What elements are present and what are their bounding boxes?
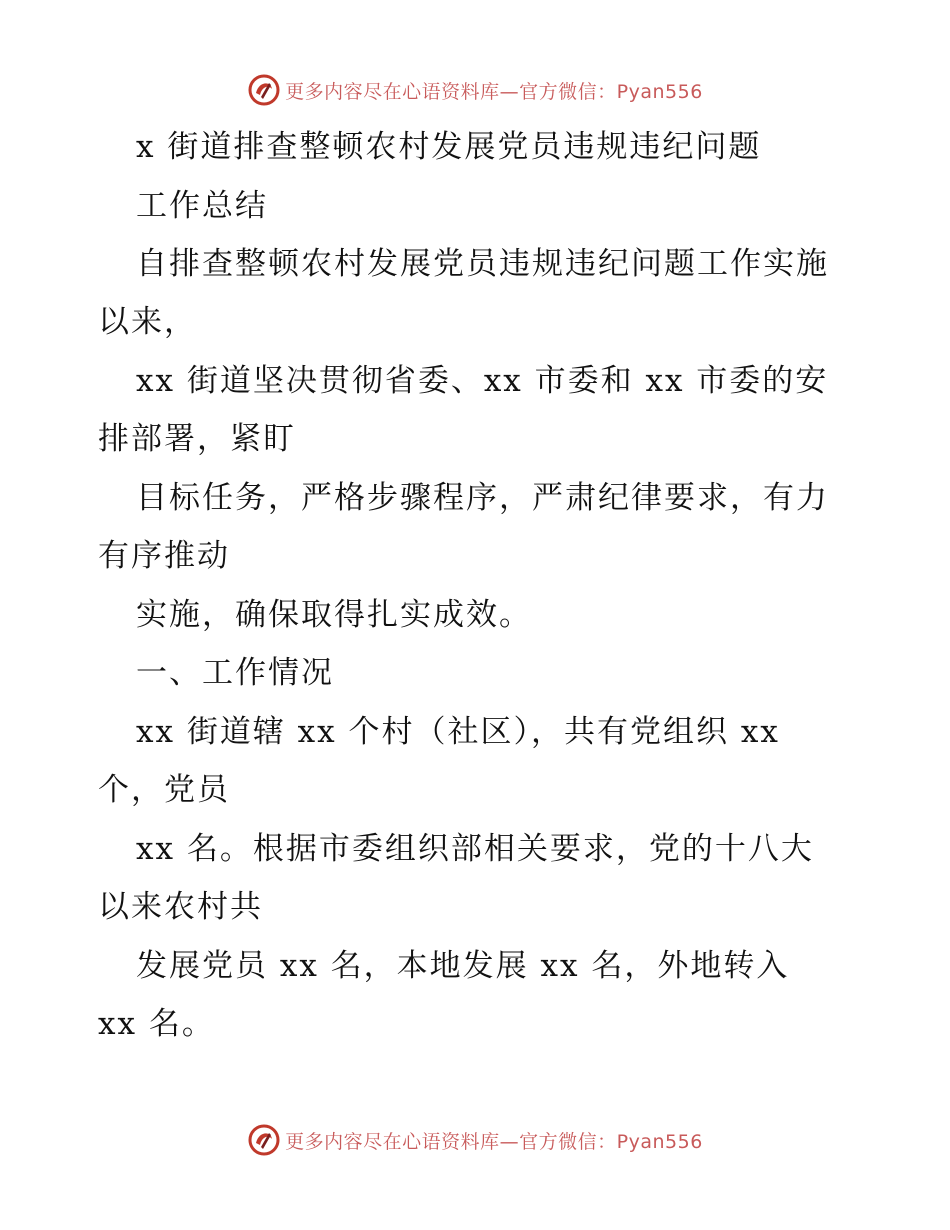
paragraph-line: 以来农村共 xyxy=(98,889,263,925)
paragraph-line: 发展党员 xx 名，本地发展 xx 名，外地转入 xyxy=(136,948,790,984)
watermark-text: 更多内容尽在心语资料库—官方微信：Pyan556 xyxy=(285,80,703,103)
paragraph-line: xx 名。根据市委组织部相关要求，党的十八大 xyxy=(136,831,814,867)
paragraph-line: 以来， xyxy=(98,304,197,340)
footer-watermark xyxy=(0,1120,950,1160)
header-watermark xyxy=(0,70,950,110)
paragraph-line: 个，党员 xyxy=(98,772,230,808)
paragraph-line: 目标任务，严格步骤程序，严肃纪律要求，有力 xyxy=(136,480,829,516)
watermark-text: 更多内容尽在心语资料库—官方微信：Pyan556 xyxy=(285,1130,703,1153)
paragraph-line: xx 街道辖 xx 个村（社区），共有党组织 xx xyxy=(136,714,780,750)
red-swirl-logo-icon xyxy=(247,73,281,107)
title-line-2: 工作总结 xyxy=(136,188,268,224)
paragraph-line: 有序推动 xyxy=(98,538,230,574)
paragraph-line: xx 街道坚决贯彻省委、xx 市委和 xx 市委的安 xyxy=(136,363,829,399)
paragraph-line: 实施，确保取得扎实成效。 xyxy=(136,597,532,633)
paragraph-line: 自排查整顿农村发展党员违规违纪问题工作实施 xyxy=(136,246,829,282)
red-swirl-logo-icon xyxy=(247,1123,281,1157)
paragraph-line: xx 名。 xyxy=(98,1006,215,1042)
paragraph-line: 排部署，紧盯 xyxy=(98,421,296,457)
title-line-1: x 街道排查整顿农村发展党员违规违纪问题 xyxy=(136,129,762,165)
section-heading: 一、工作情况 xyxy=(136,655,334,691)
